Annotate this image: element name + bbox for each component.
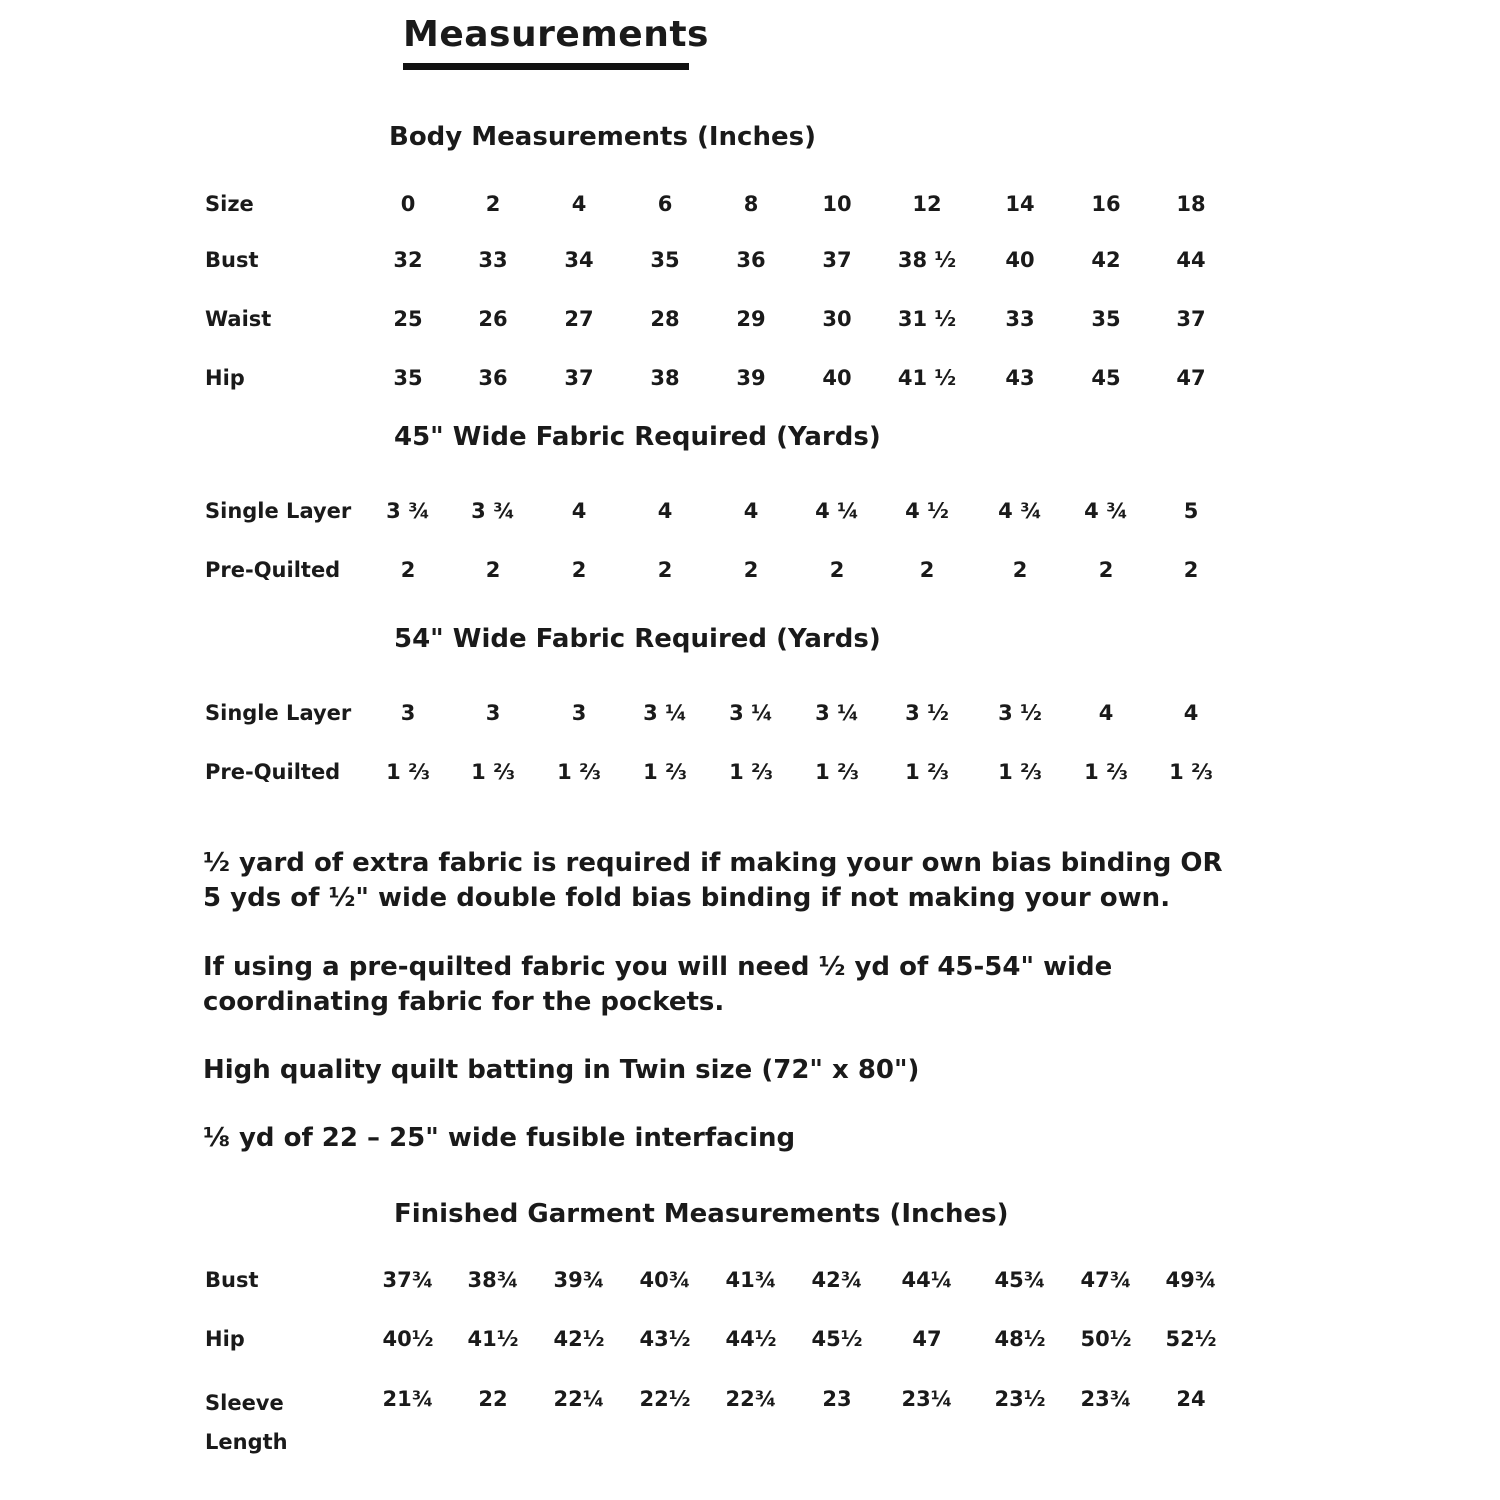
row-label: Sleeve Length [205,1391,288,1454]
note-bias-binding: ½ yard of extra fabric is required if making your own bias binding OR 5 yds of ½" wide double fold bias binding if not making your own. [203,848,1223,913]
row-label: Bust [205,1268,259,1292]
table-cell: 8 [743,192,759,216]
table-cell: 40 [1005,248,1035,272]
table-cell: 22½ [639,1387,691,1411]
table-cell: 2 [1012,558,1028,582]
table-cell: 12 [912,192,942,216]
row-label: Single Layer [205,499,352,523]
table-cell: 4 [571,499,587,523]
table-cell: 44¼ [901,1268,953,1292]
table-cell: 24 [1176,1387,1206,1411]
table-cell: 36 [736,248,766,272]
table-cell: 2 [743,558,759,582]
row-label: Size [205,192,254,216]
table-cell: 2 [657,558,673,582]
table-cell: 45¾ [994,1268,1046,1292]
table-cell: 39¾ [553,1268,605,1292]
table-cell: 5 [1183,499,1199,523]
table-cell: 45½ [811,1327,863,1351]
note-pre-quilted: If using a pre-quilted fabric you will need ½ yd of 45-54" wide coordinating fabric for the pockets. [203,952,1113,1017]
title-underline [403,63,689,70]
table-cell: 1 ⅔ [905,760,949,784]
table-cell: 18 [1176,192,1206,216]
table-cell: 44½ [725,1327,777,1351]
table-cell: 3 ¾ [471,499,515,523]
table-cell: 1 ⅔ [998,760,1042,784]
note-batting: High quality quilt batting in Twin size (72" x 80") [203,1055,920,1085]
table-cell: 2 [919,558,935,582]
table-cell: 38 ½ [897,248,957,272]
table-cell: 0 [400,192,416,216]
table-cell: 37 [564,366,594,390]
table-cell: 2 [1183,558,1199,582]
table-cell: 41 ½ [897,366,957,390]
table-cell: 1 ⅔ [1169,760,1213,784]
row-label: Single Layer [205,701,352,725]
table-cell: 50½ [1080,1327,1132,1351]
table-cell: 41¾ [725,1268,777,1292]
fabric-45-heading: 45" Wide Fabric Required (Yards) [394,422,881,452]
table-row [0,363,1500,393]
table-cell: 2 [485,192,501,216]
table-cell: 23¾ [1080,1387,1132,1411]
table-row [0,245,1500,275]
table-row [0,757,1500,787]
table-cell: 52½ [1165,1327,1217,1351]
page-title: Measurements [403,14,709,55]
table-cell: 48½ [994,1327,1046,1351]
row-label: Bust [205,248,259,272]
table-cell: 37 [1176,307,1206,331]
table-cell: 26 [478,307,508,331]
table-cell: 45 [1091,366,1121,390]
table-cell: 4 [571,192,587,216]
table-cell: 33 [1005,307,1035,331]
table-cell: 6 [657,192,673,216]
table-cell: 1 ⅔ [471,760,515,784]
table-cell: 10 [822,192,852,216]
table-cell: 23¼ [901,1387,953,1411]
row-label: Hip [205,1327,245,1351]
fabric-54-heading: 54" Wide Fabric Required (Yards) [394,624,881,654]
table-cell: 47 [1176,366,1206,390]
table-cell: 4 ¾ [998,499,1042,523]
table-cell: 23 [822,1387,852,1411]
table-cell: 34 [564,248,594,272]
table-cell: 4 ¼ [815,499,859,523]
table-cell: 2 [829,558,845,582]
table-cell: 35 [1091,307,1121,331]
table-cell: 47 [912,1327,942,1351]
table-cell: 22 [478,1387,508,1411]
table-cell: 42¾ [811,1268,863,1292]
table-cell: 22¾ [725,1387,777,1411]
table-cell: 44 [1176,248,1206,272]
table-cell: 29 [736,307,766,331]
table-cell: 2 [1098,558,1114,582]
table-row [0,496,1500,526]
table-cell: 16 [1091,192,1121,216]
table-cell: 14 [1005,192,1035,216]
table-cell: 40¾ [639,1268,691,1292]
body-measurements-heading: Body Measurements (Inches) [389,122,816,152]
table-cell: 35 [650,248,680,272]
table-cell: 3 ½ [998,701,1042,725]
table-cell: 1 ⅔ [557,760,601,784]
table-cell: 38¾ [467,1268,519,1292]
note-interfacing: ⅛ yd of 22 – 25" wide fusible interfacing [203,1123,796,1153]
table-cell: 40½ [382,1327,434,1351]
row-label: Pre-Quilted [205,558,341,582]
table-row [0,1324,1500,1354]
table-cell: 36 [478,366,508,390]
table-cell: 3 [400,701,416,725]
table-cell: 30 [822,307,852,331]
table-cell: 39 [736,366,766,390]
table-cell: 3 ¼ [643,701,687,725]
table-cell: 3 ¼ [815,701,859,725]
table-cell: 28 [650,307,680,331]
table-cell: 41½ [467,1327,519,1351]
table-row [0,1265,1500,1295]
table-cell: 23½ [994,1387,1046,1411]
table-row [0,555,1500,585]
table-cell: 4 [1098,701,1114,725]
table-cell: 2 [400,558,416,582]
table-cell: 33 [478,248,508,272]
table-cell: 42½ [553,1327,605,1351]
table-cell: 3 ½ [905,701,949,725]
table-cell: 38 [650,366,680,390]
table-cell: 35 [393,366,423,390]
finished-garment-heading: Finished Garment Measurements (Inches) [394,1199,1009,1229]
table-cell: 37¾ [382,1268,434,1292]
table-cell: 3 ¼ [729,701,773,725]
table-cell: 3 [485,701,501,725]
table-cell: 3 [571,701,587,725]
table-row [0,698,1500,728]
table-cell: 1 ⅔ [1084,760,1128,784]
table-cell: 32 [393,248,423,272]
table-cell: 43½ [639,1327,691,1351]
table-cell: 4 [1183,701,1199,725]
table-cell: 1 ⅔ [815,760,859,784]
table-cell: 22¼ [553,1387,605,1411]
table-cell: 2 [485,558,501,582]
table-cell: 25 [393,307,423,331]
table-cell: 1 ⅔ [643,760,687,784]
table-cell: 4 ¾ [1084,499,1128,523]
table-cell: 40 [822,366,852,390]
table-cell: 37 [822,248,852,272]
table-cell: 21¾ [382,1387,434,1411]
table-row [0,304,1500,334]
table-cell: 3 ¾ [386,499,430,523]
row-label: Hip [205,366,245,390]
table-cell: 43 [1005,366,1035,390]
table-cell: 42 [1091,248,1121,272]
table-cell: 1 ⅔ [729,760,773,784]
table-cell: 4 [657,499,673,523]
table-cell: 49¾ [1165,1268,1217,1292]
table-cell: 31 ½ [897,307,957,331]
table-cell: 2 [571,558,587,582]
row-label: Pre-Quilted [205,760,341,784]
table-row [0,1384,1500,1454]
table-cell: 1 ⅔ [386,760,430,784]
table-cell: 27 [564,307,594,331]
table-row [0,189,1500,219]
table-cell: 4 ½ [905,499,949,523]
table-cell: 47¾ [1080,1268,1132,1292]
row-label: Waist [205,307,272,331]
table-cell: 4 [743,499,759,523]
